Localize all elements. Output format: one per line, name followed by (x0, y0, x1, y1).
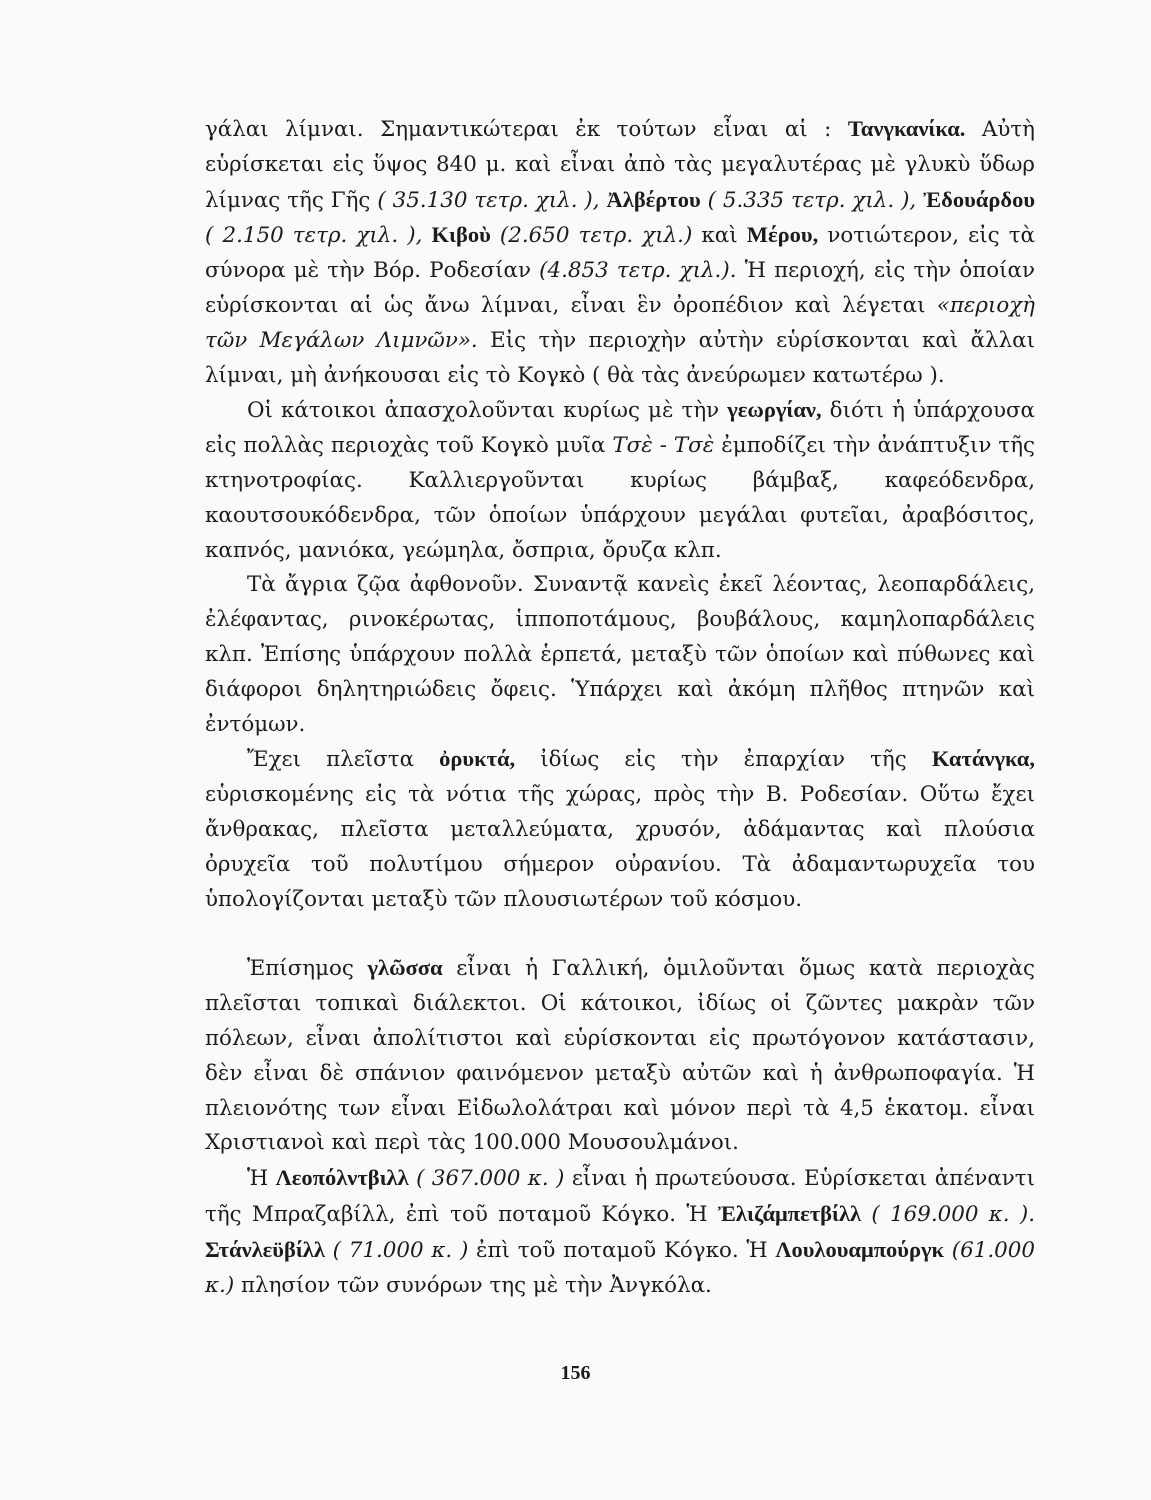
italic-note: (2.650 τετρ. χιλ.) (499, 223, 693, 249)
bold-term: γλῶσσα (367, 955, 443, 981)
italic-note: ( 367.000 κ. ) (416, 1166, 565, 1192)
bold-term: Ἐδουάρδου (923, 186, 1035, 212)
bold-term: γεωργίαν, (727, 397, 822, 423)
text-run: Οἱ κάτοικοι ἀπασχολοῦνται κυρίως μὲ τὴν (247, 398, 728, 424)
paragraph (205, 742, 1035, 917)
paragraph (205, 951, 1035, 1161)
text-run: ἰδίως εἰς τὴν ἐπαρχίαν τῆς (515, 747, 932, 773)
text-run (491, 223, 500, 248)
text-run (409, 1166, 416, 1191)
italic-note: ( 2.150 τετρ. χιλ. ), (205, 223, 423, 249)
bold-term: Ἐλιζάμπετβίλλ (717, 1200, 862, 1226)
text-run: Αὐτὴ εὑρίσκεται εἰς ὕψος 840 μ. καὶ εἶναι ἀπὸ τὰς μεγαλυτέρας μὲ γλυκὺ ὕδωρ λίμνας τῆς Γῆς (205, 117, 1035, 213)
italic-note: (61.000 κ.) (205, 1237, 1035, 1298)
text-run (701, 188, 708, 213)
paragraph (205, 1161, 1035, 1303)
text-run: νοτιώτερον, εἰς τὰ σύνορα μὲ τὴν Βόρ. Ροδεσίαν (205, 223, 1035, 284)
text-run: Εἰς τὴν περιοχὴν αὐτὴν εὑρίσκονται καὶ ἄλλαι λίμναι, μὴ ἀνήκουσαι εἰς τὸ Κογκὸ ( θὰ τὰς ἀνεύρωμεν κατωτέρω ). (205, 327, 1035, 388)
italic-note: ( 35.130 τετρ. χιλ. ), (377, 187, 600, 213)
italic-note: ( 169.000 κ. ). (871, 1201, 1036, 1227)
text-run: πλησίον τῶν συνόρων της μὲ τὴν Ἀνγκόλα. (234, 1272, 712, 1298)
text-run: εἶναι ἡ πρωτεύουσα. Εὑρίσκεται ἀπέναντι τῆς Μπραζαβίλλ, ἐπὶ τοῦ ποταμοῦ Κόγκο. Ἡ (205, 1166, 1035, 1227)
text-run (325, 1238, 333, 1263)
text-run: γάλαι λίμναι. Σημαντικώτεραι ἐκ τούτων εἶναι αἱ : (205, 117, 848, 142)
paragraph (205, 568, 1035, 742)
bold-term: Στάνλεϋβίλλ (205, 1236, 325, 1262)
text-run (944, 1238, 952, 1263)
page-number: 156 (560, 1362, 591, 1384)
text-run: Ἡ περιοχή, εἰς τὴν ὁποίαν εὑρίσκονται αἱ ὡς ἄνω λίμναι, εἶναι ἓν ὀροπέδιον καὶ λέγεται (205, 258, 1035, 318)
text-run: ἐπὶ τοῦ ποταμοῦ Κόγκο. Ἡ (468, 1237, 776, 1263)
bold-term: Κατάνγκα, (931, 746, 1035, 772)
bold-term: ὀρυκτά, (439, 746, 516, 772)
bold-term: Τανγκανίκα. (847, 116, 966, 141)
text-run: εἶναι ἡ Γαλλική, ὁμιλοῦνται ὅμως κατὰ περιοχὰς πλεῖσται τοπικαὶ διάλεκτοι. Οἱ κάτοικοι, ἰδίως οἱ ζῶντες μακρὰν τῶν πόλεων, εἶναι ἀπολίτιστοι καὶ εὑρίσκονται εἰς πρωτόγονον κατάστασιν, δὲν εἶναι δὲ σπάνιον φαινόμενον μεταξὺ αὐτῶν καὶ ἡ ἀνθρωποφαγία. Ἡ πλειονότης των εἶναι Εἰδωλολάτραι καὶ μόνον περὶ τὰ 4,5 ἑκατομ. εἶναι Χριστιανοὶ καὶ περὶ τὰς 100.000 Μουσουλμάνοι. (205, 956, 1035, 1156)
text-run (422, 223, 431, 248)
text-run: Ἔχει πλεῖστα (247, 747, 440, 773)
text-run: ἐμποδίζει τὴν ἀνάπτυξιν τῆς κτηνοτροφίας. Καλλιεργοῦνται κυρίως βάμβαξ, καφεόδενδρα, καουτσουκόδενδρα, τῶν ὁποίων ὑπάρχουν μεγάλαι φυτεῖαι, ἀραβόσιτος, καπνός, μανιόκα, γεώμηλα, ὄσπρια, ὄρυζα κλπ. (205, 433, 1035, 563)
italic-note: Τσὲ - Τσὲ (612, 433, 715, 459)
text-run: διότι ἡ ὑπάρχουσα εἰς πολλὰς περιοχὰς τοῦ Κογκὸ μυῖα (205, 398, 1035, 459)
page-body-text (205, 112, 1035, 1303)
text-run: Ἡ (247, 1166, 276, 1192)
text-run: καὶ (692, 223, 747, 249)
paragraph (205, 393, 1035, 568)
text-run: Ἐπίσημος (247, 956, 368, 982)
paragraph (205, 112, 1035, 393)
text-run (600, 188, 607, 213)
text-run: εὑρισκομένης εἰς τὰ νότια τῆς χώρας, πρὸς τὴν Β. Ροδεσίαν. Οὕτω ἔχει ἄνθρακας, πλεῖστα μεταλλεύματα, χρυσόν, ἀδάμαντας καὶ πλούσια ὀρυχεῖα τοῦ πολυτίμου σήμερον οὐρανίου. Τὰ ἀδαμαντωρυχεῖα του ὑπολογίζονται μεταξὺ τῶν πλουσιωτέρων τοῦ κόσμου. (205, 782, 1035, 912)
italic-note: ( 5.335 τετρ. χιλ. ), (707, 187, 917, 213)
bold-term: Λεοπόλντβιλλ (275, 1165, 409, 1191)
italic-note: «περιοχὴ τῶν Μεγάλων Λιμνῶν». (205, 292, 1035, 353)
bold-term: Ἀλβέρτου (606, 186, 701, 212)
italic-note: ( 71.000 κ. ) (332, 1237, 469, 1263)
text-run: Τὰ ἄγρια ζῷα ἀφθονοῦν. Συναντᾷ κανεὶς ἐκεῖ λέοντας, λεοπαρδάλεις, ἐλέφαντας, ρινοκέρωτας, ἱπποποτάμους, βουβάλους, καμηλοπαρδάλεις κλπ. Ἐπίσης ὑπάρχουν πολλὰ ἑρπετά, μεταξὺ τῶν ὁποίων καὶ πύθωνες καὶ διάφοροι δηλητηριώδεις ὄφεις. Ὑπάρχει καὶ ἀκόμη πλῆθος πτηνῶν καὶ ἐντόμων. (205, 572, 1035, 737)
bold-term: Λουλουαμπούργκ (775, 1236, 945, 1262)
bold-term: Κιβοὺ (431, 222, 491, 248)
text-run (861, 1202, 871, 1227)
bold-term: Μέρου, (746, 222, 819, 248)
italic-note: (4.853 τετρ. χιλ.). (539, 258, 737, 284)
